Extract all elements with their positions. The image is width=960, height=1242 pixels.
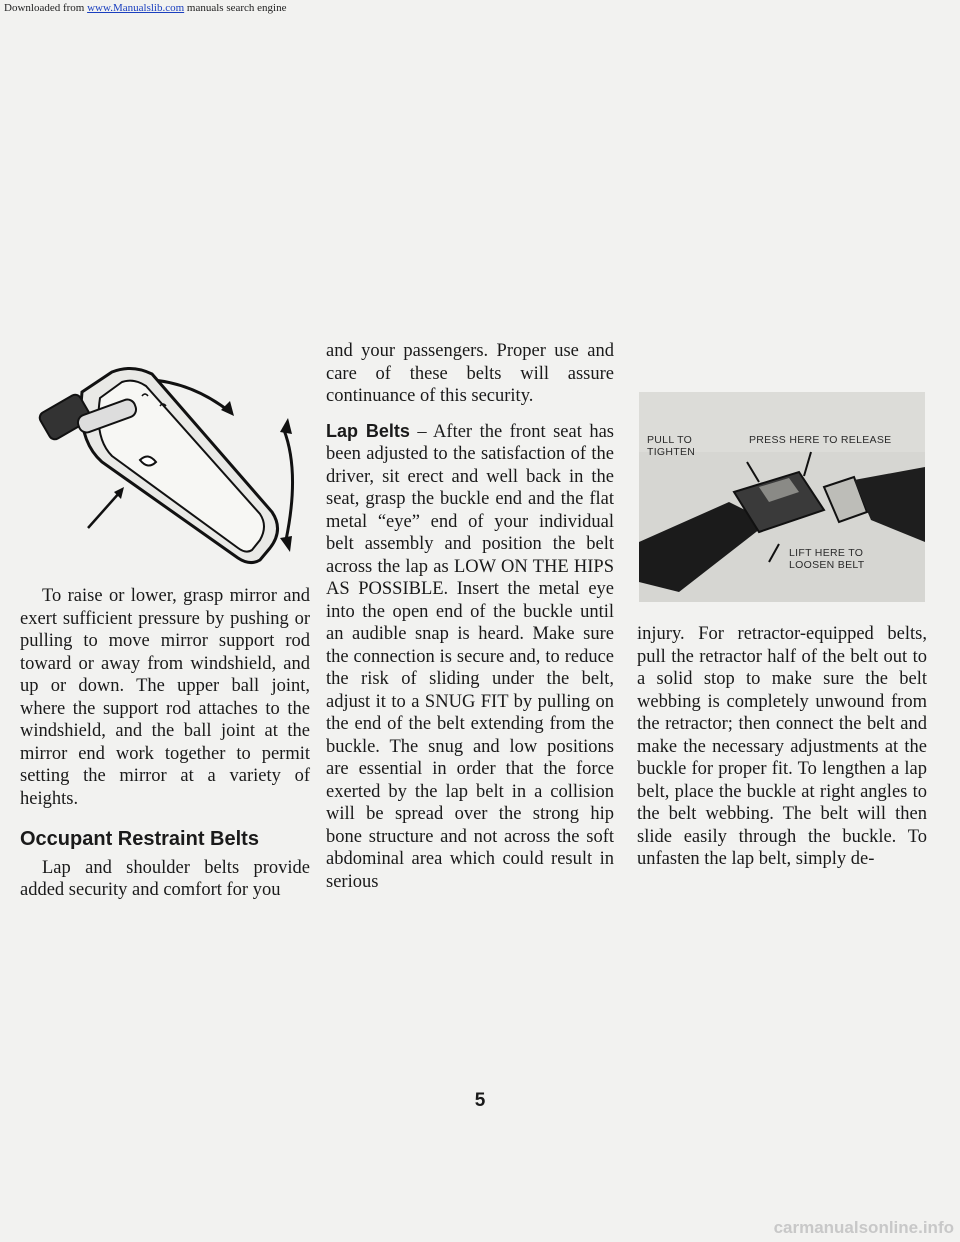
column-right [637,623,927,871]
header-suffix: manuals search engine [184,2,287,14]
watermark: carmanualsonline.info [773,1218,954,1237]
continuation-paragraph: and your passengers. Proper use and care of these belts will assure continuance of this security. [326,341,614,406]
restraint-intro-paragraph: Lap and shoulder belts provide added security and comfort for you [20,857,310,900]
download-header [4,2,286,14]
mirror-adjust-paragraph: To raise or lower, grasp mirror and exert sufficient pressure by pushing or pulling to move mirror support rod toward or away from windshield, and up or down. The upper ball joint, where the support rod attaches to the windshield, and the ball joint at the mirror end work together to permit setting the mirror at a variety of heights. [20,586,310,809]
column-left [20,345,310,902]
page-number: 5 [474,1090,486,1111]
lap-belts-text: – After the front seat has been adjusted to the satisfaction of the driver, sit erect and well back in the seat, grasp the buckle end and the flat metal “eye” end of your individual belt assembly and position the belt across the lap as LOW ON THE HIPS AS POSSIBLE. Insert the metal eye into the open end of the buckle until an audible snap is heard. Make sure the connection is secure and, to reduce the risk of sliding under the belt, adjust it to a SNUG FIT by pulling on the end of the belt extending from the buckle. The snug and low positions are essential in order that the force exerted by the lap belt in a collision will be spread over the strong hip bone structure and not across the soft abdominal area which could result in serious [326,421,614,892]
lap-belts-paragraph [326,420,614,894]
lap-belts-heading: Lap Belts [326,420,410,441]
retractor-paragraph: injury. For retractor-equipped belts, pull the retractor half of the belt out to a solid stop to make sure the belt webbing is completely unwound from the retractor; then connect the belt and make the necessary adjustments at the buckle for proper fit. To lengthen a lap belt, place the buckle at right angles to the belt webbing. The belt will then slide easily through the buckle. To unfasten the lap belt, simply de- [637,624,927,869]
lift-to-loosen-label: LIFT HERE TO LOOSEN BELT [789,547,865,571]
pull-to-tighten-label: PULL TO TIGHTEN [647,434,696,458]
section-title: Occupant Restraint Belts [20,828,259,850]
column-middle [326,340,614,893]
header-prefix: Downloaded from [4,2,88,14]
press-to-release-label: PRESS HERE TO RELEASE [749,434,892,446]
manualslib-link[interactable]: www.Manualslib.com [87,2,185,14]
seat-belt-buckle-photo [639,392,925,602]
